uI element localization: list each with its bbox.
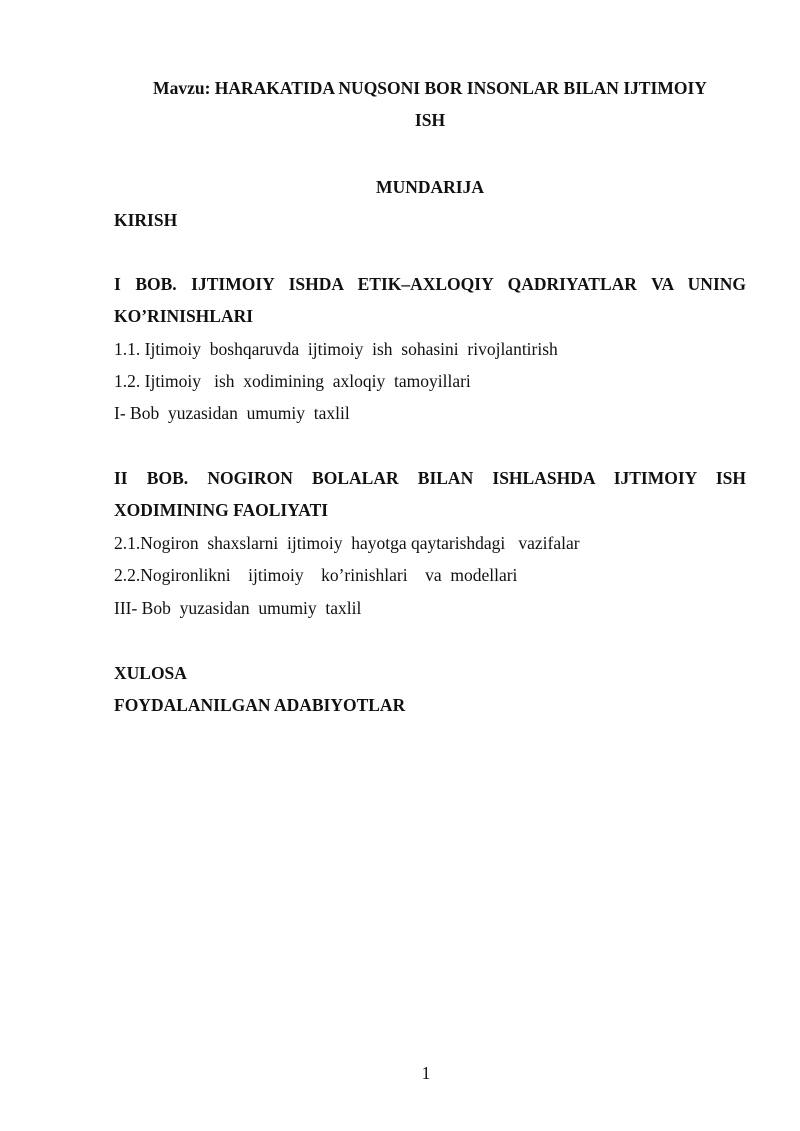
- toc-section-2-1: 2.1.Nogiron shaxslarni ijtimoiy hayotga qaytarishdagi vazifalar: [114, 533, 580, 553]
- toc-chapter2-heading-line-1: II BOB. NOGIRON BOLALAR BILAN ISHLASHDA IJTIMOIY ISH: [114, 468, 746, 488]
- toc-chapter1-heading-line-2: KO’RINISHLARI: [114, 306, 254, 326]
- toc-chapter2-summary: III- Bob yuzasidan umumiy taxlil: [114, 598, 362, 618]
- toc-section-2-2: 2.2.Nogironlikni ijtimoiy ko’rinishlari va modellari: [114, 565, 518, 585]
- toc-references: FOYDALANILGAN ADABIYOTLAR: [114, 695, 406, 715]
- page-number: 1: [421, 1063, 431, 1083]
- toc-introduction: KIRISH: [114, 210, 178, 230]
- contents-heading: MUNDARIJA: [376, 177, 484, 197]
- toc-chapter1-heading-line-1: I BOB. IJTIMOIY ISHDA ETIK–AXLOQIY QADRIYATLAR VA UNING: [114, 274, 746, 294]
- document-title-line-2: ISH: [414, 110, 446, 130]
- toc-section-1-2: 1.2. Ijtimoiy ish xodimining axloqiy tamoyillari: [114, 371, 471, 391]
- toc-section-1-1: 1.1. Ijtimoiy boshqaruvda ijtimoiy ish sohasini rivojlantirish: [114, 339, 558, 359]
- toc-chapter1-summary: I- Bob yuzasidan umumiy taxlil: [114, 403, 350, 423]
- document-title-line-1: Mavzu: HARAKATIDA NUQSONI BOR INSONLAR BILAN IJTIMOIY: [153, 78, 707, 98]
- toc-conclusion: XULOSA: [114, 663, 187, 683]
- toc-chapter2-heading-line-2: XODIMINING FAOLIYATI: [114, 500, 329, 520]
